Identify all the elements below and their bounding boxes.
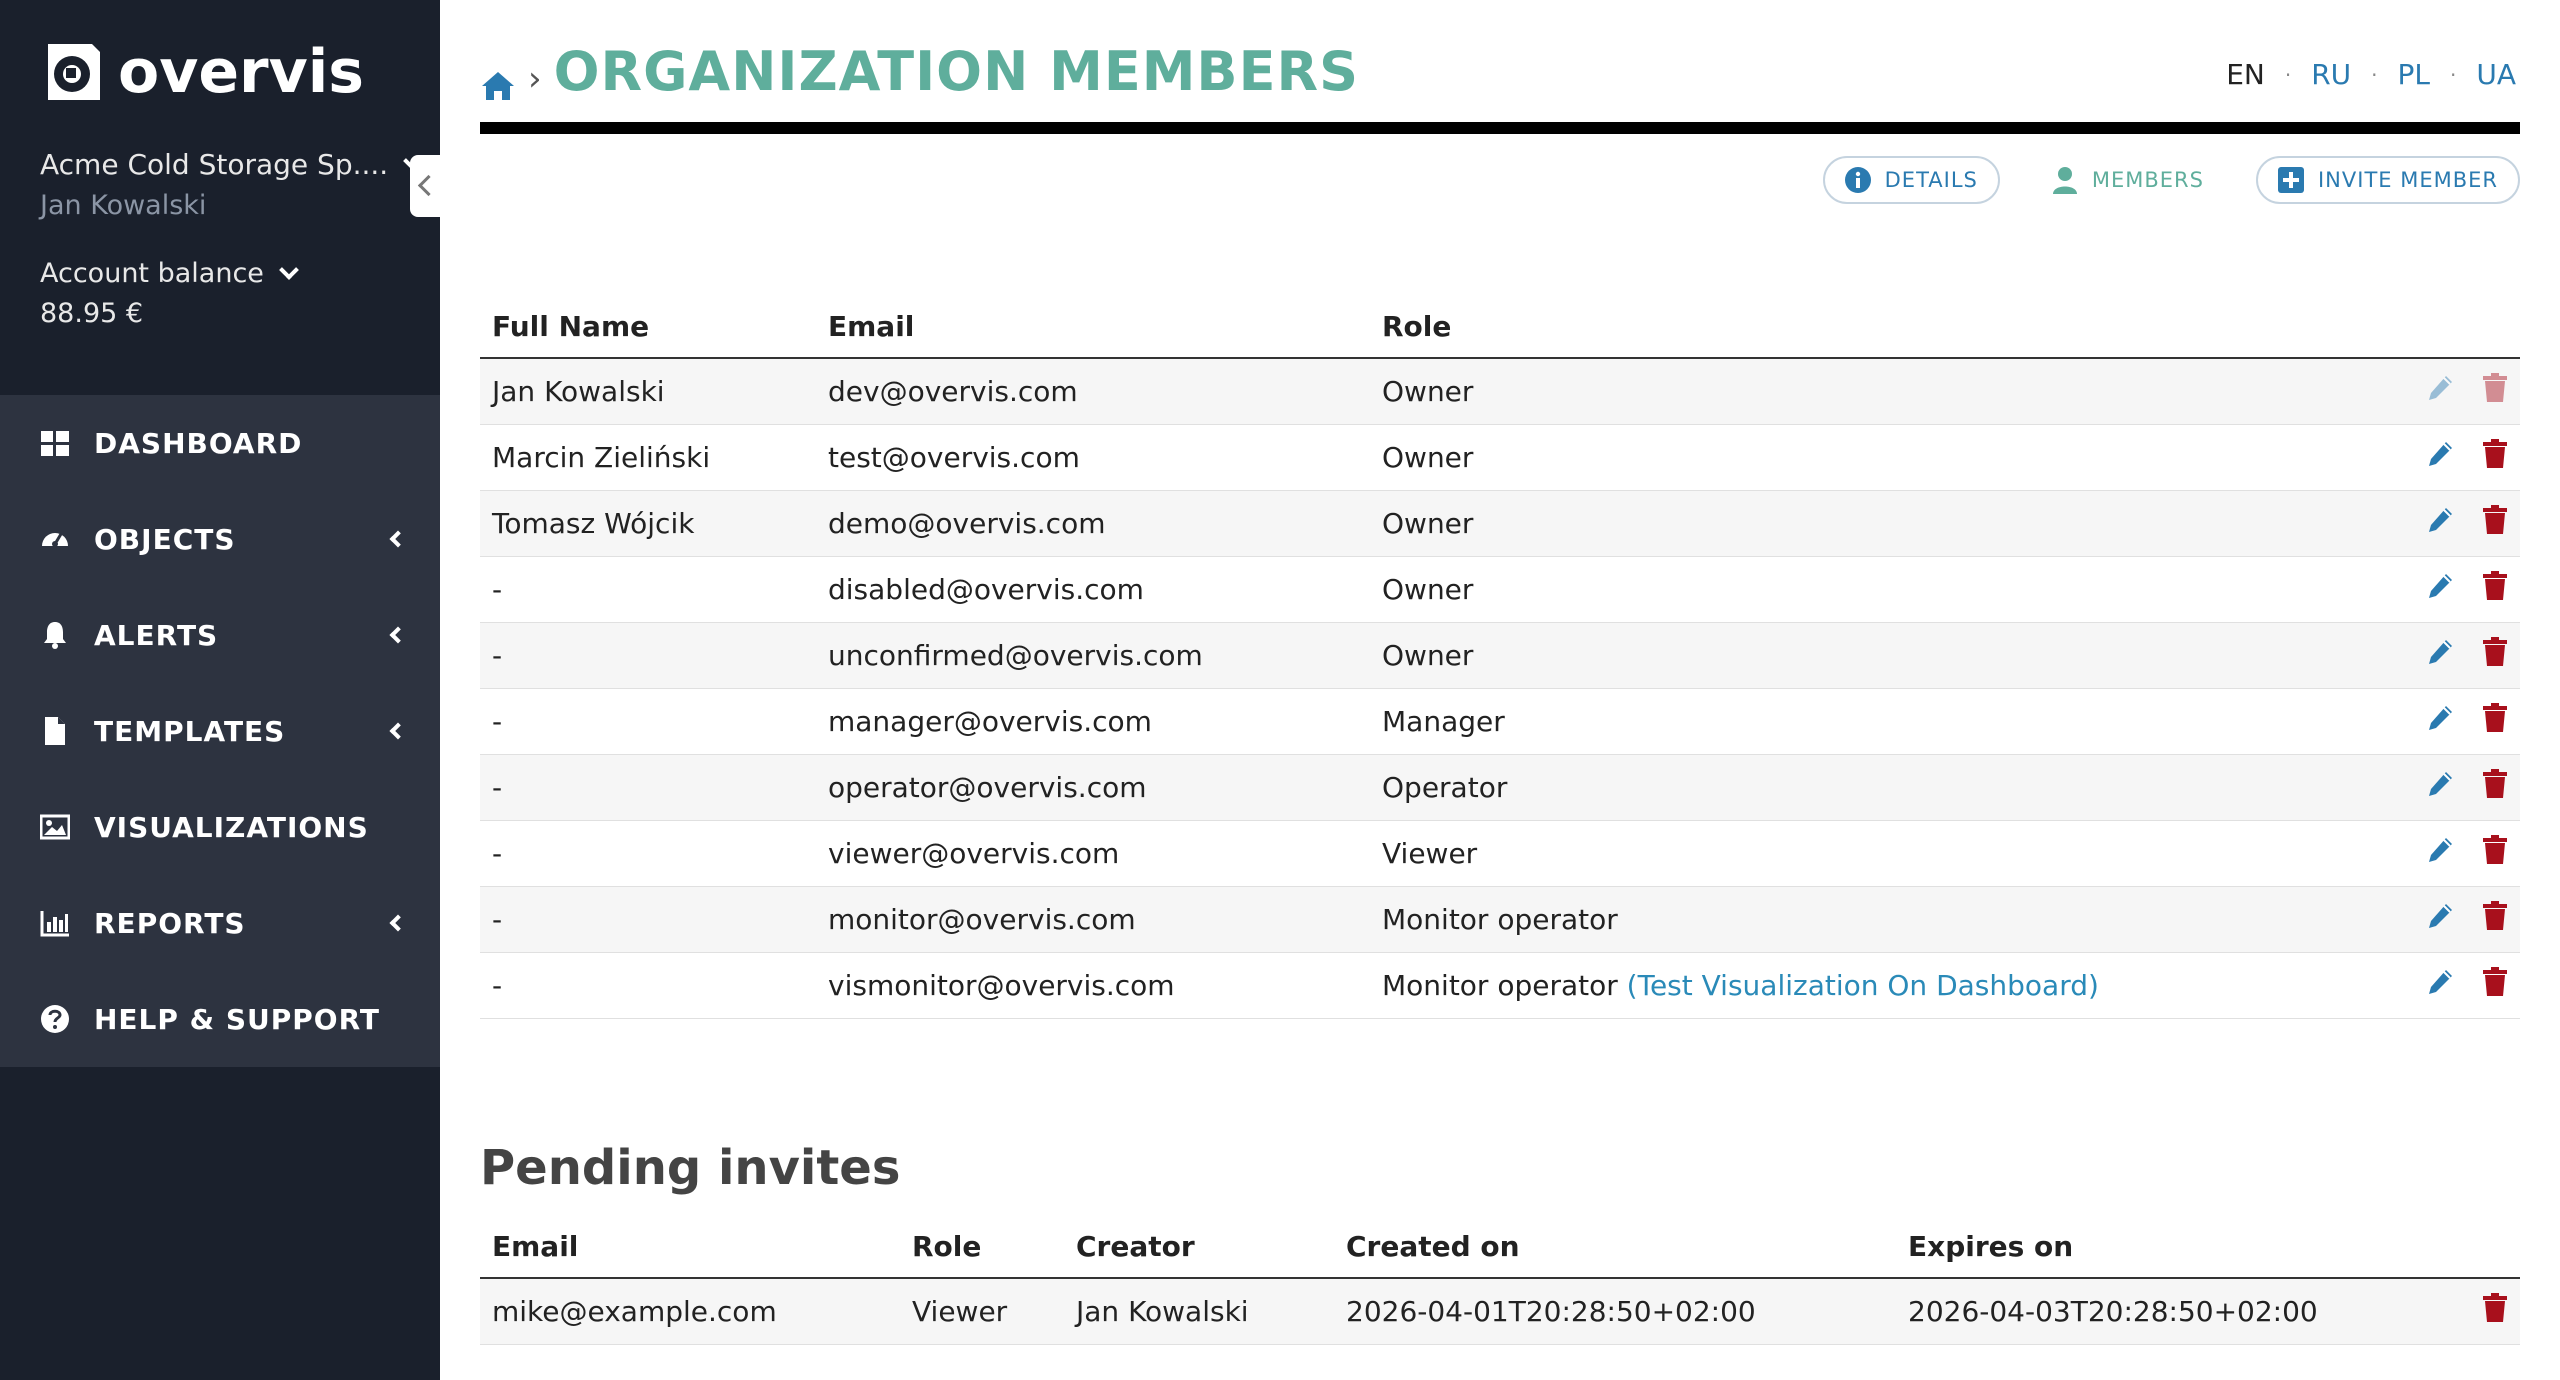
trash-icon xyxy=(2482,835,2508,865)
chevron-left-icon xyxy=(390,915,407,932)
table-row xyxy=(480,556,2520,622)
member-email: demo@overvis.com xyxy=(816,490,1370,556)
logo-text: overvis xyxy=(118,37,365,107)
member-role-cell xyxy=(1370,490,2270,556)
member-name: - xyxy=(480,952,816,1018)
row-actions xyxy=(2270,886,2520,952)
column-header-email: Email xyxy=(816,296,1370,358)
table-row xyxy=(480,424,2520,490)
delete-member-button[interactable] xyxy=(2482,505,2508,542)
member-role-cell xyxy=(1370,688,2270,754)
trash-icon xyxy=(2482,637,2508,667)
row-actions xyxy=(2270,358,2520,424)
button-label: INVITE MEMBER xyxy=(2317,168,2498,192)
edit-member-button[interactable] xyxy=(2426,902,2454,937)
table-row xyxy=(480,490,2520,556)
pencil-icon xyxy=(2426,704,2454,732)
invite-created-on: 2026-04-01T20:28:50+02:00 xyxy=(1334,1278,1896,1344)
help-icon xyxy=(40,1004,70,1034)
column-header-full-name: Full Name xyxy=(480,296,816,358)
home-icon[interactable] xyxy=(480,70,516,102)
delete-member-button[interactable] xyxy=(2482,571,2508,608)
dashboard-icon xyxy=(40,428,70,458)
pencil-icon xyxy=(2426,572,2454,600)
language-switcher xyxy=(2226,58,2516,91)
sidebar-item-visualizations[interactable] xyxy=(0,779,440,875)
member-name: - xyxy=(480,886,816,952)
member-email: monitor@overvis.com xyxy=(816,886,1370,952)
pending-invites-title: Pending invites xyxy=(480,1140,901,1196)
sidebar-item-templates[interactable] xyxy=(0,683,440,779)
member-name: Marcin Zieliński xyxy=(480,424,816,490)
trash-icon xyxy=(2482,967,2508,997)
column-header-actions xyxy=(2366,1216,2520,1278)
member-email: manager@overvis.com xyxy=(816,688,1370,754)
member-role-cell xyxy=(1370,820,2270,886)
member-name: - xyxy=(480,688,816,754)
edit-member-button[interactable] xyxy=(2426,638,2454,673)
member-role: Owner xyxy=(1382,506,1474,540)
member-role: Viewer xyxy=(1382,836,1478,870)
member-name: - xyxy=(480,754,816,820)
table-row xyxy=(480,886,2520,952)
tab-label: DETAILS xyxy=(1884,168,1978,192)
edit-member-button[interactable] xyxy=(2426,572,2454,607)
info-icon xyxy=(1845,167,1871,193)
trash-icon xyxy=(2482,571,2508,601)
page-title: ORGANIZATION MEMBERS xyxy=(553,40,1359,103)
lang-separator: · xyxy=(2449,62,2457,87)
delete-member-button[interactable] xyxy=(2482,901,2508,938)
trash-icon xyxy=(2482,505,2508,535)
breadcrumb-separator: › xyxy=(528,58,542,99)
column-header-role: Role xyxy=(1370,296,2270,358)
sidebar-item-objects[interactable] xyxy=(0,491,440,587)
member-role: Monitor operator xyxy=(1382,968,1618,1002)
member-email: unconfirmed@overvis.com xyxy=(816,622,1370,688)
sidebar-nav xyxy=(0,395,440,1067)
lang-separator: · xyxy=(2284,62,2292,87)
member-role: Owner xyxy=(1382,638,1474,672)
member-name: - xyxy=(480,556,816,622)
chevron-left-icon xyxy=(390,627,407,644)
file-icon xyxy=(40,716,70,746)
logo-icon xyxy=(40,40,104,104)
pencil-icon xyxy=(2426,836,2454,864)
bell-icon xyxy=(40,620,70,650)
member-name: - xyxy=(480,622,816,688)
column-header-expires-on: Expires on xyxy=(1896,1216,2366,1278)
table-row xyxy=(480,688,2520,754)
title-divider xyxy=(480,122,2520,134)
member-email: vismonitor@overvis.com xyxy=(816,952,1370,1018)
org-selector[interactable] xyxy=(40,148,420,181)
lang-pl[interactable]: PL xyxy=(2397,58,2430,91)
sidebar-item-label: OBJECTS xyxy=(94,522,236,556)
row-actions xyxy=(2270,952,2520,1018)
members-table-body xyxy=(480,358,2520,1018)
role-visualization-link[interactable]: (Test Visualization On Dashboard) xyxy=(1626,968,2099,1002)
edit-member-button[interactable] xyxy=(2426,704,2454,739)
sidebar-item-dashboard[interactable] xyxy=(0,395,440,491)
delete-member-button[interactable] xyxy=(2482,373,2508,410)
sidebar-item-reports[interactable] xyxy=(0,875,440,971)
member-role-cell xyxy=(1370,556,2270,622)
row-actions xyxy=(2270,556,2520,622)
column-header-role: Role xyxy=(900,1216,1064,1278)
sidebar-collapse-button[interactable] xyxy=(410,155,440,217)
logo[interactable] xyxy=(40,37,365,107)
row-actions xyxy=(2270,424,2520,490)
row-actions xyxy=(2366,1278,2520,1344)
member-role: Owner xyxy=(1382,572,1474,606)
chevron-down-icon xyxy=(279,260,299,280)
plus-square-icon xyxy=(2278,167,2304,193)
table-row xyxy=(480,820,2520,886)
user-name: Jan Kowalski xyxy=(40,190,207,221)
tab-members[interactable] xyxy=(2030,156,2226,204)
chevron-left-icon xyxy=(390,723,407,740)
image-icon xyxy=(40,812,70,842)
member-role: Monitor operator xyxy=(1382,902,1618,936)
column-header-email: Email xyxy=(480,1216,900,1278)
table-row xyxy=(480,622,2520,688)
breadcrumb xyxy=(480,40,1359,103)
member-role: Owner xyxy=(1382,374,1474,408)
gauge-icon xyxy=(40,524,70,554)
delete-member-button[interactable] xyxy=(2482,439,2508,476)
main-content xyxy=(440,0,2560,1380)
invite-email: mike@example.com xyxy=(480,1278,900,1344)
delete-invite-button[interactable] xyxy=(2482,1293,2508,1330)
member-role: Manager xyxy=(1382,704,1505,738)
delete-member-button[interactable] xyxy=(2482,769,2508,806)
member-name: Tomasz Wójcik xyxy=(480,490,816,556)
user-icon xyxy=(2052,166,2078,194)
member-role-cell xyxy=(1370,886,2270,952)
invite-member-button[interactable] xyxy=(2256,156,2520,204)
member-email: test@overvis.com xyxy=(816,424,1370,490)
table-row xyxy=(480,952,2520,1018)
member-role-cell xyxy=(1370,754,2270,820)
member-role: Operator xyxy=(1382,770,1508,804)
trash-icon xyxy=(2482,439,2508,469)
row-actions xyxy=(2270,688,2520,754)
lang-en[interactable]: EN xyxy=(2226,58,2265,91)
edit-member-button[interactable] xyxy=(2426,440,2454,475)
sidebar-item-label: DASHBOARD xyxy=(94,426,303,460)
pencil-icon xyxy=(2426,770,2454,798)
row-actions xyxy=(2270,622,2520,688)
members-table xyxy=(480,296,2520,1019)
column-header-created-on: Created on xyxy=(1334,1216,1896,1278)
tab-label: MEMBERS xyxy=(2091,168,2204,192)
invite-expires-on: 2026-04-03T20:28:50+02:00 xyxy=(1896,1278,2366,1344)
trash-icon xyxy=(2482,373,2508,403)
member-email: dev@overvis.com xyxy=(816,358,1370,424)
tab-details[interactable] xyxy=(1823,156,2000,204)
delete-member-button[interactable] xyxy=(2482,967,2508,1004)
sidebar-item-label: TEMPLATES xyxy=(94,714,286,748)
pencil-icon xyxy=(2426,440,2454,468)
table-row xyxy=(480,754,2520,820)
table-row xyxy=(480,358,2520,424)
sidebar-item-label: VISUALIZATIONS xyxy=(94,810,369,844)
pencil-icon xyxy=(2426,374,2454,402)
pending-invites-table xyxy=(480,1216,2520,1345)
sidebar-item-label: REPORTS xyxy=(94,906,246,940)
table-header-row xyxy=(480,296,2520,358)
pencil-icon xyxy=(2426,968,2454,996)
trash-icon xyxy=(2482,901,2508,931)
lang-ru[interactable]: RU xyxy=(2311,58,2352,91)
edit-member-button[interactable] xyxy=(2426,506,2454,541)
trash-icon xyxy=(2482,1293,2508,1323)
sidebar-item-help-support[interactable] xyxy=(0,971,440,1067)
lang-ua[interactable]: UA xyxy=(2476,58,2516,91)
column-header-creator: Creator xyxy=(1064,1216,1334,1278)
account-balance-value: 88.95 € xyxy=(40,298,144,329)
sidebar xyxy=(0,0,440,1380)
row-actions xyxy=(2270,490,2520,556)
member-role: Owner xyxy=(1382,440,1474,474)
pencil-icon xyxy=(2426,506,2454,534)
sidebar-item-label: HELP & SUPPORT xyxy=(94,1002,380,1036)
member-name: - xyxy=(480,820,816,886)
member-email: operator@overvis.com xyxy=(816,754,1370,820)
edit-member-button[interactable] xyxy=(2426,836,2454,871)
member-role-cell xyxy=(1370,622,2270,688)
pencil-icon xyxy=(2426,902,2454,930)
pencil-icon xyxy=(2426,638,2454,666)
member-name: Jan Kowalski xyxy=(480,358,816,424)
trash-icon xyxy=(2482,769,2508,799)
member-email: disabled@overvis.com xyxy=(816,556,1370,622)
tab-bar xyxy=(1823,156,2520,204)
bar-chart-icon xyxy=(40,908,70,938)
sidebar-item-label: ALERTS xyxy=(94,618,219,652)
invite-role: Viewer xyxy=(900,1278,1064,1344)
row-actions xyxy=(2270,754,2520,820)
delete-member-button[interactable] xyxy=(2482,835,2508,872)
member-role-cell xyxy=(1370,424,2270,490)
column-header-actions xyxy=(2270,296,2520,358)
member-email: viewer@overvis.com xyxy=(816,820,1370,886)
chevron-left-icon xyxy=(390,531,407,548)
table-row xyxy=(480,1278,2520,1344)
table-header-row xyxy=(480,1216,2520,1278)
row-actions xyxy=(2270,820,2520,886)
pending-table-body xyxy=(480,1278,2520,1344)
edit-member-button[interactable] xyxy=(2426,968,2454,1003)
org-name: Acme Cold Storage Sp.... xyxy=(40,148,389,181)
delete-member-button[interactable] xyxy=(2482,637,2508,674)
sidebar-item-alerts[interactable] xyxy=(0,587,440,683)
edit-member-button[interactable] xyxy=(2426,770,2454,805)
member-role-cell xyxy=(1370,358,2270,424)
invite-creator: Jan Kowalski xyxy=(1064,1278,1334,1344)
account-balance-label: Account balance xyxy=(40,258,264,289)
member-role-cell xyxy=(1370,952,2270,1018)
lang-separator: · xyxy=(2371,62,2378,87)
edit-member-button[interactable] xyxy=(2426,374,2454,409)
trash-icon xyxy=(2482,703,2508,733)
delete-member-button[interactable] xyxy=(2482,703,2508,740)
account-balance-toggle[interactable] xyxy=(40,258,296,289)
sidebar-header xyxy=(0,0,440,395)
